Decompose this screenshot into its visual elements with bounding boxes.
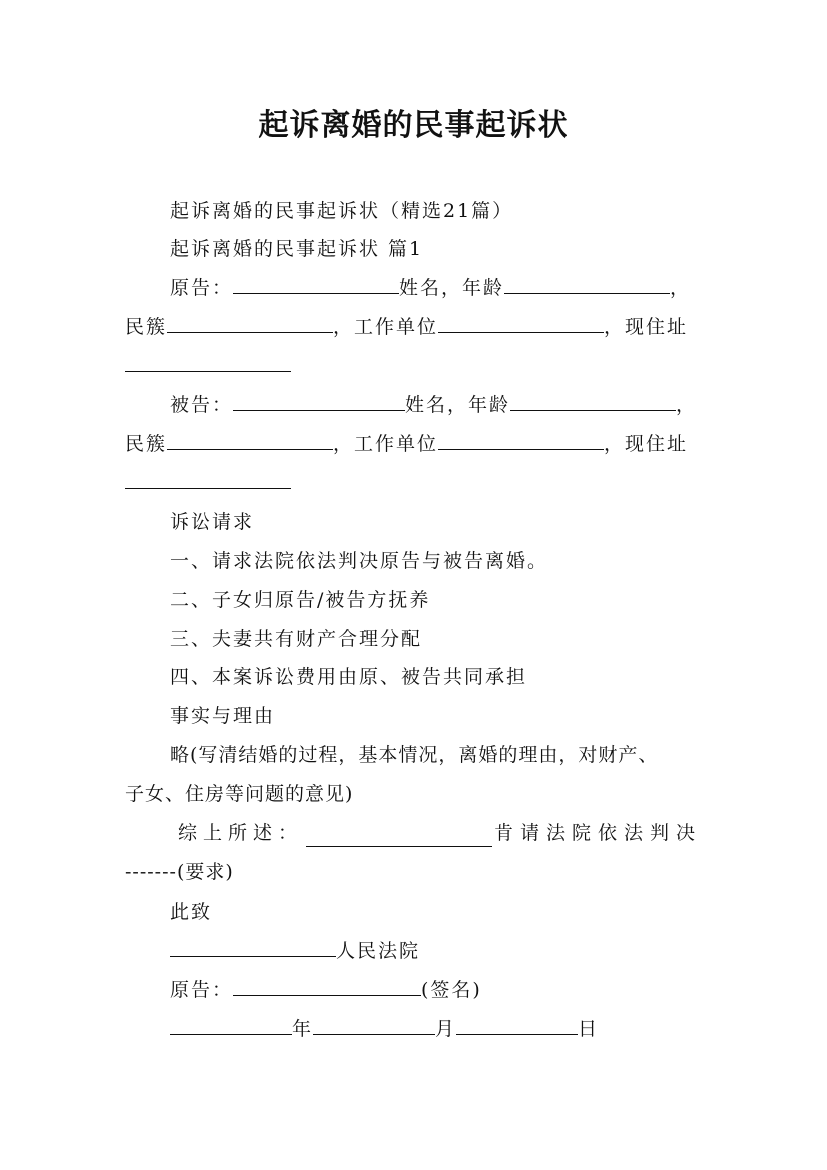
month-label: 月	[435, 1018, 457, 1040]
claim-item-4: 四、本案诉讼费用由原、被告共同承担	[170, 666, 528, 688]
plaintiff-address-label: ，现住址	[604, 316, 689, 338]
document-title: 起诉离婚的民事起诉状	[258, 108, 569, 143]
date-line	[170, 1015, 599, 1043]
defendant-label: 被告：	[170, 394, 234, 416]
month-blank	[313, 1016, 435, 1035]
plaintiff-label: 原告：	[170, 277, 234, 299]
summary-end: -------(要求)	[125, 861, 234, 883]
claim-item-1: 一、请求法院依法判决原告与被告离婚。	[170, 550, 549, 572]
defendant-line-1	[170, 391, 697, 419]
plaintiff-ethnicity-label: 民簇	[125, 316, 168, 338]
court-blank	[170, 938, 336, 957]
facts-line-1: 略(写清结婚的过程，基本情况，离婚的理由，对财产、	[170, 744, 659, 766]
greeting: 此致	[170, 901, 213, 923]
claim-item-2: 二、子女归原告/被告方抚养	[170, 589, 431, 611]
plaintiff-work-unit-blank	[438, 314, 604, 333]
year-label: 年	[292, 1018, 314, 1040]
plaintiff-ethnicity-blank	[167, 314, 333, 333]
defendant-comma: ，	[676, 394, 698, 416]
defendant-work-unit-blank	[438, 431, 604, 450]
plaintiff-comma: ，	[670, 277, 692, 299]
facts-line-2: 子女、住房等问题的意见)	[125, 783, 354, 805]
section-heading: 起诉离婚的民事起诉状 篇1	[170, 238, 424, 260]
signature-label: 原告：	[170, 979, 234, 1001]
defendant-ethnicity-label: 民簇	[125, 433, 168, 455]
court-label: 人民法院	[336, 940, 421, 962]
defendant-line-2	[125, 430, 688, 458]
plaintiff-line-1	[170, 274, 691, 302]
signature-line	[170, 976, 482, 1004]
plaintiff-address-blank	[125, 353, 291, 372]
defendant-line-3	[125, 469, 291, 497]
plaintiff-age-blank	[504, 275, 670, 294]
defendant-name-blank	[233, 392, 405, 411]
facts-heading: 事实与理由	[170, 705, 276, 727]
court-line	[170, 937, 420, 965]
day-label: 日	[578, 1018, 600, 1040]
defendant-address-label: ，现住址	[604, 433, 689, 455]
claim-item-3: 三、夫妻共有财产合理分配	[170, 628, 423, 650]
summary-blank	[306, 828, 492, 847]
summary-mid: 肯请法院依法判决	[493, 822, 702, 844]
defendant-work-unit-label: ，工作单位	[333, 433, 439, 455]
summary-line	[178, 819, 702, 847]
plaintiff-work-unit-label: ，工作单位	[333, 316, 439, 338]
defendant-address-blank	[125, 470, 291, 489]
day-blank	[456, 1016, 578, 1035]
plaintiff-line-3	[125, 352, 291, 380]
defendant-name-age-label: 姓名，年龄	[405, 394, 511, 416]
defendant-age-blank	[510, 392, 676, 411]
plaintiff-line-2	[125, 313, 688, 341]
document-subtitle: 起诉离婚的民事起诉状（精选21篇）	[170, 200, 514, 222]
signature-blank	[233, 977, 421, 996]
plaintiff-name-age-label: 姓名，年龄	[399, 277, 505, 299]
plaintiff-name-blank	[233, 275, 399, 294]
year-blank	[170, 1016, 292, 1035]
claims-heading: 诉讼请求	[170, 511, 255, 533]
summary-start: 综上所述：	[178, 822, 304, 844]
signature-note: (签名)	[421, 979, 482, 1001]
defendant-ethnicity-blank	[167, 431, 333, 450]
